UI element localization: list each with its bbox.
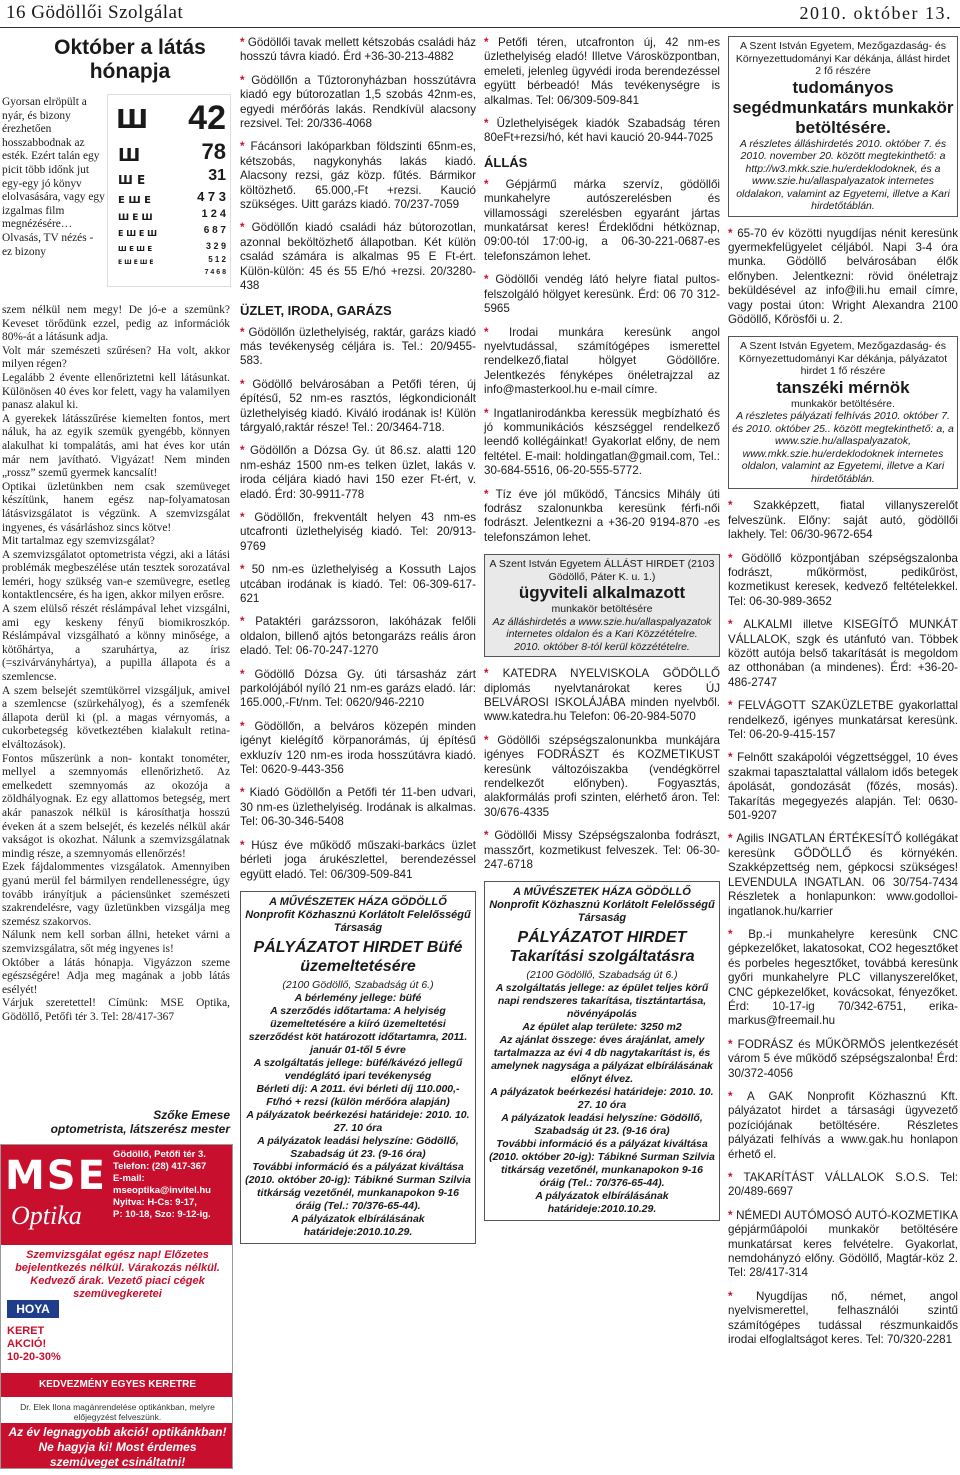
eye-chart-e-letter: Ш	[118, 145, 141, 166]
classified-ad: * Gödöllői Missy Szépségszalonba fodrászt, masszőrt, kozmetikust felveszek. Tel: 06-30-247-6718	[484, 829, 720, 872]
signature-title: optometrista, látszerész mester	[50, 1122, 230, 1136]
university-job-box	[728, 36, 958, 217]
article-paragraph: Október a látás hónapja. Vigyázzon szeme egészségére! Adja meg magának a jobb látás esélyét!	[2, 956, 230, 996]
classified-ad: * 50 nm-es üzlethelyiség a Kossuth Lajos utcában irodának is kiadó. Tel: 06-309-617-621	[240, 563, 477, 605]
box-line: További információ és a pályázat kiváltása (2010. október 20-ig): Tábikné Surman Szilvia titkárság vezetőnél, munkanapokon 9-16 óráig (Tel.: 70/376-65-44).	[489, 1138, 715, 1190]
article-paragraph: Mit tartalmaz egy szemvizsgálat?	[2, 535, 155, 548]
ubox-details: A részletes pályázati felhívás 2010. október 7. és 2010. október 25.. között megtekinthető: a, a www.szie.hu/allaspalyazatok, www.mkk.szie.hu/erdeklodoknek internetes oldalon, valamint az Egyetemi, illetve a Kari hirdetőtáblán.	[732, 410, 954, 485]
box-line: A pályázatok leadási helyszíne: Gödöllő, Szabadság út 23. (9-16 óra)	[257, 1134, 459, 1160]
ubox-details: A részletes álláshirdetés 2010. október 7. és 2010. november 20. között megtekinthető: a http://w3.mkk.szie.hu/erdeklodoknek, és a www.szie.hu/allaspalyazatok internetes oldalakon, valamint az Egyetemi, illetve a Kari hirdetőtáblán.	[736, 137, 950, 212]
eye-chart-row: 42	[188, 99, 226, 137]
box-line: A pályázatok elbírálásának határideje:2010.10.29.	[535, 1190, 669, 1216]
article-intro: Gyorsan elröpült a nyár, és bizony érezhetően hosszabbodnak az esték. Ezért talán egy picit több időnk jut egy-egy jó könyv elolvasására, vagy egy izgalmas film megnézésére… Olvasás, TV nézés - ez bizony	[2, 96, 105, 258]
footer-line: szemüveget csináltatni!	[49, 1455, 186, 1469]
mse-info-line: Gödöllő, Petőfi tér 3.	[113, 1149, 206, 1160]
tender-box-cleaning	[484, 881, 720, 1221]
classified-ad: * Petőfi téren, utcafronton új, 42 nm-es üzlethelyiség eladó! Illetve Városközpontban, emeleti, jelenleg ügyvédi iroda berendezéssel együtt bérbeadó! Más tevékenységre is alkalmas. Tel: 06/309-509-841	[484, 36, 720, 107]
classified-ad: * ALKALMI illetve KISEGÍTŐ MUNKÁT VÁLLALOK, szgk és utánfutó van. Többek között autója belső takarítását is megoldom az otthonában (a mindenes). Érd: +36-20-486-2747	[728, 618, 958, 689]
mse-info-line: E-mail: mseoptika@invitel.hu	[113, 1173, 211, 1196]
ubox-details: Az álláshirdetés a www.szie.hu/allaspalyazatok internetes oldalon és a Kari Közzétételre.	[492, 615, 712, 641]
mse-promo-text: Szemvizsgálat egész nap! Előzetes bejelentkezés nélkül. Várakozás nélkül. Kedvező árak. Vezető piaci cégek szemüvegkeretei	[15, 1249, 220, 1300]
classified-ad: * Szakképzett, fiatal villanyszerelőt felveszünk. Előny: saját autó, gödöllői lakhely. Tel: 06/30-9672-654	[728, 499, 959, 542]
university-job-box	[728, 336, 958, 489]
eye-chart-e-letter: E Ш E Ш	[118, 229, 158, 238]
eye-chart-row: 31	[208, 167, 226, 184]
mse-logo: MSE	[5, 1153, 107, 1199]
section-heading: ÁLLÁS	[484, 154, 528, 170]
box-org: A MŰVÉSZETEK HÁZA GÖDÖLLŐ	[513, 886, 691, 899]
box-line: Az épület alap területe: 3250 m2	[522, 1021, 682, 1034]
ubox-intro: A Szent István Egyetem ÁLLÁST HIRDET (2103 Gödöllő, Páter K. u. 1.)	[489, 558, 715, 583]
classified-ad: * Bp.-i munkahelyre keresünk CNC gépkezelőket, lakatosokat, CO2 hegesztőket és porbeles hegesztőket, továbbá keresünk győri munkahelyre PLC villanyszerelőket, CNC gépkezelőket, kovácsokat, fényezőket. Érd: 10-17-ig 70/342-6751, erika-markus@freemail.hu	[728, 927, 958, 1028]
box-address: (2100 Gödöllő, Szabadság út 6.)	[282, 978, 434, 991]
ubox-position: tanszéki mérnök	[776, 377, 910, 397]
classified-ad: * KATEDRA NYELVISKOLA GÖDÖLLŐ diplomás nyelvtanárokat keres ÚJ BELVÁROSI ISKOLÁJÁBA minden nyelvből. www.katedra.hu Telefon: 06-20-984-5070	[484, 667, 720, 724]
eye-chart-image	[107, 94, 231, 287]
box-address: (2100 Gödöllő, Szabadság út 6.)	[526, 969, 678, 982]
eye-chart-row: 4 7 3	[197, 189, 226, 204]
box-line: A pályázatok beérkezési határideje: 2010. 10. 27. 10 óra	[246, 1108, 470, 1134]
box-line: Bérleti díj: A 2011. évi bérleti díj 110.000,-Ft/hó + rezsi (külön mérőóra alapján)	[256, 1082, 460, 1108]
eye-chart-row: 5 1 2	[208, 255, 226, 264]
box-org-type: Nonprofit Közhasznú Korlátolt Felelősségű Társaság	[245, 908, 471, 934]
eye-chart-e-letter: E Ш E Ш E	[118, 259, 154, 266]
box-line: A szerződés időtartama: A helyiség üzemeltetésére a kiíró üzemeltetési szerződést köt határozott időtartamra, 2011. január 01-től 5 évre	[248, 1004, 468, 1056]
classified-ad: * Kiadó Gödöllőn a Petőfi tér 11-ben udvari, 30 nm-es üzlethelyiség. Irodának is alkalmas. Tel: 06-30-346-5408	[240, 786, 476, 829]
eye-chart-e-letter: Ш E Ш E	[118, 245, 153, 253]
box-line: A pályázatok leadási helyszíne: Gödöllő, Szabadság út 23. (9-16 óra)	[501, 1112, 703, 1138]
box-headline: PÁLYÁZATOT HIRDET Takarítási szolgáltatásra	[509, 929, 695, 966]
classifieds-column-2	[240, 36, 476, 1244]
article-paragraph: A gyerekek látásszűrése kiemelten fontos, mert náluk, ha az egyik szemük gyengébb, könnyen alakulhat ki tompalátás, ami hat éves kor után már nem javítható. Vigyázat! Nem minden „rossz” szemű gyermek kancsalít!	[2, 412, 230, 480]
classified-ad: * Gödöllőn a Dózsa Gy. út 86.sz. alatti 120 nm-esház 1500 nm-es telken üzlet, lakás v. iroda céljára kiadó havi 150 ezer Ft-ért, v. eladó. Érd: 30-9911-778	[240, 444, 476, 501]
hoya-logo: HOYA	[7, 1300, 59, 1318]
classified-ad: * Felnőtt szakápolói végzettséggel, 10 éves szakmai tapasztalattal vállalom idős betegek ápolását, gondozását (főzés, mosás). Takarítás megegyezés alapján. Tel: 0630-501-9207	[728, 751, 959, 823]
box-org: A MŰVÉSZETEK HÁZA GÖDÖLLŐ	[269, 895, 447, 908]
ubox-intro: A Szent István Egyetem, Mezőgazdaság- és Környezettudományi Kar dékánja, pályázatot hirdet 1 fő részére	[738, 340, 948, 378]
article-paragraph: Várjuk szeretettel! Címünk: MSE Optika, Gödöllő, Petőfi tér 3. Tel: 28/417-367	[2, 997, 230, 1023]
classified-ad: * Gödöllőn kiadó családi ház bútorozotlan, azonnal beköltözhető állapotban. Két külön család számára is alkalmas 95 E Ft-ért. Külön-külön: 45 és 55 E/hó +rezsi. 20/3280-438	[240, 221, 476, 293]
box-org-type: Nonprofit Közhasznú Korlátolt Felelősségű Társaság	[489, 899, 715, 925]
mse-ad-footer	[1, 1423, 233, 1469]
eye-chart-row: 7 4 6 8	[204, 269, 226, 276]
keret-line: 10-20-30%	[7, 1351, 61, 1363]
classified-ad: * 65-70 év közötti nyugdíjas nénit keresünk gyermekfelügyelet céljából. Napi 3-4 óra munka. Gödöllő belvárosában élők előnyben. Jelentkezni: rövid önéletrajz beküldésével az info@ili.hu email címre, vagy postai úton: Wright Alexandra 2100 Gödöllő, Kőrösfői u. 2.	[728, 226, 959, 326]
ubox-role: munkakör betöltésére	[551, 603, 653, 616]
classified-ad: * FELVÁGOTT SZAKÜZLETBE gyakorlattal rendelkező, igényes munkatársat keresünk. Tel: 06-20-9-415-157	[728, 699, 958, 742]
classified-ad: * Gödöllői tavak mellett kétszobás családi ház hosszú távra kiadó. Érd +36-30-213-4882	[240, 36, 477, 64]
mse-contact-info	[113, 1149, 231, 1221]
classified-ad: * Gödöllő belvárosában a Petőfi téren, új építésű, 52 nm-es rasztós, légkondicionált üzlethelyiség kiadó. Kiváló irodának is! Külön tárgyaló,raktár része! Tel.: 20/3464-718.	[240, 377, 476, 434]
box-line: A pályázatok beérkezési határideje: 2010. 10. 27. 10 óra	[490, 1086, 714, 1112]
classified-ad: * Gödöllő központjában szépségszalonba fodrászt, műkörmöst, pedikűröst, kozmetikust keresek, kedvező feltételekkel. Tel: 06-30-989-3652	[728, 551, 958, 608]
classifieds-column-3	[484, 36, 720, 1221]
discount-bar: KEDVEZMÉNY EGYES KERETRE	[1, 1373, 233, 1397]
article-paragraph: A szem elülső részét réslámpával lehet vizsgálni, ami egy keskeny fényű biomikroszkóp. Réslámpával vizsgálható a könny minősége, a kötőhártya, a szaruhártya, az írisz (=szivárványhártya), a pupilla állapota és a szemlencse.	[2, 603, 230, 684]
classified-ad: * Gödöllőn üzlethelyiség, raktár, garázs kiadó más tevékenység céljára is. Tel.: 20/9455-583.	[240, 325, 476, 368]
box-line: A szolgáltatás jellege: az épület teljes körű napi rendszeres takarítása, tisztántartása, növényápolás	[495, 982, 709, 1021]
doctor-note: Dr. Elek Ilona magánrendelése optikánkban, melyre előjegyzést felveszünk.	[20, 1402, 215, 1422]
article-column	[0, 36, 233, 1472]
box-line: A bérlemény jellege: büfé	[294, 991, 422, 1004]
mse-logo-optika: Optika	[11, 1201, 82, 1230]
eye-chart-row: 6 8 7	[203, 225, 226, 236]
ubox-date: 2010. október 8-tól kerül közzétételre.	[514, 640, 690, 653]
signature-name: Szőke Emese	[153, 1108, 230, 1122]
classified-ad: * Gödöllői vendég látó helyre fiatal pultos-felszolgáló hölgyet keresünk. Érd: 06 70 312-5965	[484, 273, 720, 316]
eye-chart-row: 1 2 4	[201, 208, 226, 220]
article-paragraph: A szemvizsgálatot optometrista végzi, aki a látási problémák megbeszélése után tesztek sorozatával leméri, hogy szükség van-e szemüvegre, esetleg kontaktlencsére, és ha igen, akkor milyen erősre.	[2, 548, 230, 602]
classified-ad: * Nyugdíjas nő, német, angol nyelvismerettel, felhasználói szintű számítógépes tudással részmunkaidős irodai elfoglaltságot keres. Tel: 70/320-2281	[728, 1289, 958, 1347]
classified-ad: * Irodai munkára keresünk angol nyelvtudással, számítógépes ismerettel rendelkező,fiatal hölgyet Gödöllőre. Jelentkezés fényképes önéletrajzzal az info@masterkool.hu e-mail címre.	[484, 325, 721, 397]
mse-info-line: Nyitva: H-Cs: 9-17,	[113, 1197, 197, 1208]
classified-ad: * Gödöllői szépségszalonunkba munkájára igényes FODRÁSZT és KOZMETIKUST keresünk változóiszakba (vendégkörrel rendelkezőt előnyben). Fogyasztás, alakformálás profi szinten, elérhető áron. Tel: 30/676-4335	[484, 733, 720, 819]
classified-ad: * Üzlethelyiségek kiadók Szabadság téren 80eFt+rezsi/hó, két havi kaució 20-944-7025	[484, 117, 721, 145]
classified-ad: * Gödöllőn a Tűztoronyházban hosszútávra kiadó egy bútorozatlan 1,5 szobás 42nm-es, egyedi mérőórás lakás. Rendkívül alacsony rezsivel. Tel: 20/336-4068	[240, 73, 477, 131]
keret-akcio-badge	[7, 1325, 67, 1364]
article-paragraph: Nálunk nem kell sorban állni, heteket várni a szemvizsgálatra, sőt még ingyenes is!	[2, 929, 230, 955]
article-body	[2, 304, 230, 1024]
classified-ad: * TAKARÍTÁST VÁLLALOK S.O.S. Tel: 20/489-6697	[728, 1171, 959, 1199]
article-paragraph: szem nélkül nem megy! De jó-e a szemünk? Keveset törődünk ezzel, pedig az információk 80%-át a látásunk adja.	[2, 304, 230, 344]
classified-ad: * Pataktéri garázssoron, lakóházak felőli oldalon, billenő ajtós betongarázs reális áron eladó. Tel: 06-70-247-1270	[240, 615, 476, 658]
article-paragraph: Fontos műszerünk a non- kontakt tonométer, mellyel a szemnyomás ellenőrizhető. Az emelkedett szemnyomás az okozója a zöldhályognak. Ez egy allattomos betegség, mert akár panaszok nélkül is károsíthatja hosszú éveken át a szem belsejét, és kezelés nélkül akár vakságot is okozhat. Nálunk a szemvizsgálatnak mindig része, a szemnyomás ellenőrzés!	[2, 752, 230, 860]
eye-chart-e-letter: Ш	[116, 105, 149, 135]
classified-ad: * NÉMEDI AUTÓMOSÓ AUTÓ-KOZMETIKA gépjárműápolói munkakör betöltésére munkatársat keres felvételre. Gyakorlat, nemdohányzó előny. Gödöllő, Magtár-köz 2. Tel: 28/417-314	[728, 1208, 958, 1280]
mse-info-line: Telefon: (28) 417-367	[113, 1161, 207, 1172]
box-line: A pályázatok elbírálásának határideje:2010.10.29.	[291, 1212, 425, 1238]
classified-ad: * A GAK Nonprofit Közhasznú Kft. pályázatot hirdet a társasági ügyvezető pozíciójának betöltésére. Részletes pályázati felhívás a www.gak.hu honlapon érhető el.	[728, 1089, 959, 1161]
ubox-position: ügyviteli alkalmazott	[518, 583, 686, 603]
box-line: A szolgáltatás jellege: büfé/kávézó jellegű vendéglátó ipari tevékenység	[253, 1056, 463, 1082]
classified-ad: * FODRÁSZ és MŰKÖRMÖS jelentkezését várom 5 éve működő szépségszalonba! Érd: 30/372-4056	[728, 1037, 958, 1080]
keret-line: KERET	[7, 1325, 45, 1337]
article-paragraph: Ezek fájdalommentes vizsgálatok. Amennyiben gyanú merül fel bármilyen rendellenességre, úgy tovább irányítjuk a páciensünket szemészeti szakrendelésre, vagy üzletünkben vizsgálja meg szemész szakorvos.	[2, 861, 230, 928]
eye-chart-row: 78	[201, 139, 226, 164]
classified-ad: * Húsz éve működő műszaki-barkács üzlet bérleti joga árukészlettel, berendezéssel együtt eladó. Tel: 06/309-509-841	[240, 838, 477, 881]
ubox-position: tudományos segédmunkatárs munkakör betöltésére.	[732, 77, 954, 137]
classified-ad: * Fácánsori lakóparkban földszinti 65nm-es, kétszobás, nagykonyhás lakás kiadó. Alacsony rezsi, gáz közp. fűtés. Bármikor költözhető. 65.000,-Ft +rezsi. Kaució szükséges. Uitt garázs kiadó. 70/237-7059	[240, 140, 477, 212]
classifieds-column-4	[728, 36, 958, 1356]
mse-info-line: P: 10-18, Szo: 9-12-ig.	[113, 1209, 211, 1220]
footer-line: Ne hagyja ki! Most érdemes	[38, 1440, 197, 1454]
box-line: További információ és a pályázat kiváltása (2010. október 20-ig): Tábikné Surman Szilvia titkárság vezetőnél, munkanapokon 9-16 óráig (Tel.: 70/376-65-44).	[245, 1160, 471, 1212]
mse-optika-ad	[0, 1144, 233, 1469]
box-headline: PÁLYÁZATOT HIRDET Büfé üzemeltetésére	[253, 938, 463, 975]
page-header-left: 16 Gödöllői Szolgálat	[6, 2, 184, 23]
article-paragraph: Optikai üzletünkben nem csak szemüveget készítünk, hanem egész nap-folyamatosan látásvizsgálatot is végzünk. A szemvizsgálat ingyenes, és vásárláshoz sincs kötve!	[2, 480, 230, 534]
classified-ad: * Gépjármű márka szervíz, gödöllői munkahelyre autószerelésben és villamossági szerelésben egyaránt jártas munkatársat keres! Érdeklődni hétköznap, 09:00-tól 17:00-ig, a 06-30-221-0687-es telefonszámon lehet.	[484, 177, 721, 263]
mse-ad-header	[1, 1145, 232, 1245]
classified-ad: * Gödöllőn, frekventált helyen 43 nm-es utcafronti üzlethelyiség kiadó. Tel: 20/913-9769	[240, 510, 477, 553]
classified-ad: * Ingatlanirodánkba keressük megbízható és jó kommunikációs készséggel rendelkező leendő kollégáinkat! Gyakorlat előny, de nem feltétel. E-mail: holdingatlan@gmail.com, Tel.: 30-684-5516, 06-20-555-5772.	[484, 406, 721, 478]
eye-chart-row: 3 2 9	[205, 241, 226, 251]
page-header-date: 2010. október 13.	[799, 3, 952, 23]
eye-chart-e-letter: E Ш E	[118, 195, 151, 206]
keret-line: AKCIÓ!	[7, 1338, 47, 1350]
ubox-intro: A Szent István Egyetem, Mezőgazdaság- és Környezettudományi Kar dékánja, állást hirdet 2 fő részére	[735, 40, 951, 77]
section-heading: ÜZLET, IRODA, GARÁZS	[240, 302, 392, 318]
page-header	[0, 0, 960, 28]
article-title: Október a látás hónapja	[54, 36, 206, 83]
classified-ad: * Tíz éve jól működő, Táncsics Mihály úti fodrász szalonunkba keresünk férfi-női fodrászt. Jelentkezni a +36-20 9194-870 -es telefonszámon lehet.	[484, 487, 720, 544]
classified-ad: * Gödöllő Dózsa Gy. úti társasház zárt parkolójából nyíló 21 nm-es garázs eladó. Iár: 165.000,-Ft/nm. Tel: 0620/946-2210	[240, 667, 476, 710]
classified-ad: * Agilis INGATLAN ÉRTÉKESÍTŐ kollégákat keresünk GÖDÖLLŐ és környékén. Szakképzettség nem, gépkocsi szükséges! LEVENDULA INGATLAN. 06 30/754-7434 Részletek a honlapunkon: www.godolloi-ingatlanok.hu/karrier	[728, 832, 958, 918]
tender-box-bufe	[240, 891, 476, 1244]
eye-chart-e-letter: Ш E Ш	[118, 213, 153, 223]
university-job-box	[484, 554, 720, 657]
ubox-role: munkakör betöltésére.	[791, 397, 895, 410]
box-line: Az ajánlat összege: éves árajánlat, amely tartalmazza az évi 4 db nagytakarítást is, és amelynek nagysága a pályázat elbírálásának előnyt élvez.	[491, 1034, 713, 1086]
article-signature	[2, 1108, 230, 1136]
eye-chart-e-letter: Ш E	[118, 173, 146, 187]
article-paragraph: Volt már szemészeti szűrésen? Ha volt, akkor milyen régen?	[2, 344, 230, 371]
article-paragraph: Legalább 2 évente ellenőriztetni kell látásunkat. Különösen 40 éves kor felett, vagy ha valamilyen panasz alakul ki.	[2, 371, 230, 412]
classified-ad: * Gödöllőn, a belváros közepén minden igényt kielégítő körpanorámás, új építésű exkluzív 120 nm-es iroda hosszútávra kiadó. Tel: 0620-9-443-356	[240, 719, 476, 777]
article-paragraph: A szem belsejét szemtükörrel vizsgáljuk, amivel a szemlencse (szürkehályog), és a szemfenék állapota derül ki (pl. a magas vérnyomás, a cukorbetegség következtében kialakult retina-elváltozások).	[2, 684, 230, 751]
footer-line: Az év legnagyobb akció! optikánkban!	[8, 1425, 227, 1439]
